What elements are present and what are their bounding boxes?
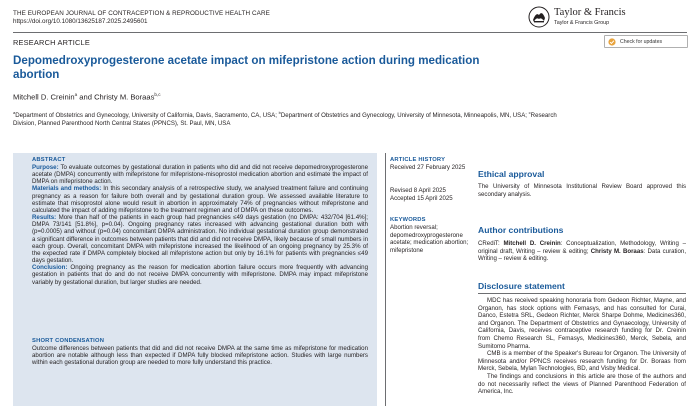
publisher-group: Taylor & Francis Group xyxy=(554,20,610,26)
check-updates-label: Check for updates xyxy=(620,38,663,45)
purpose-text: To evaluate outcomes by gestational duration in patients who did and did not receive depomedroxyprogesterone acetate (DMPA) concurrently with mifepristone for mifepristone-misoprostol medication abortion and estimate the impact of DMPA on mifepristone action. xyxy=(32,164,368,186)
author-boraas[interactable]: Christy M. Boraas xyxy=(94,92,155,102)
disclosure-p3: The findings and conclusions in this article are those of the authors and do not necessarily reflect the views of Planned Parenthood Federation of America, Inc. xyxy=(478,372,686,396)
conclusion-text: Ongoing pregnancy as the reason for medication abortion failure occurs more frequently with advancing gestation in patients that do and do not receive DMPA concurrently with mifepristone. DMPA may impact mifepristone variably by gestational duration, but larger studies are needed. xyxy=(32,264,368,286)
publisher-name: Taylor & Francis xyxy=(554,7,626,18)
disclosure-p1: MDC has received speaking honoraria from Gedeon Richter, Mayne, and Organon, has stock options with Femasys, and has consulted for Curai, Danco, Estetra SRL, Gedeon Richter, Merck Sharpe Dohme, Medicines360, and Organon. The Department of Obstetrics and Gynaecology, University of California, Davis, receives contraceptive research funding for Dr. Creinin from Chemo Research SL, Femasys, Medicines360, Merck, Sebela, and Sumitomo Pharma. xyxy=(478,297,686,350)
conclusion-label: Conclusion: xyxy=(32,264,68,272)
article-title: Depomedroxyprogesterone acetate impact on mifepristone action during medication abortion xyxy=(13,54,480,81)
contrib-boraas-name: Christy M. Boraas xyxy=(590,247,644,255)
article-type-label: RESEARCH ARTICLE xyxy=(13,38,90,47)
abstract-body xyxy=(32,164,368,286)
purpose-label: Purpose: xyxy=(32,164,59,171)
disclosure-divider xyxy=(478,293,686,294)
methods-label: Materials and methods: xyxy=(32,185,102,193)
results-label: Results: xyxy=(32,214,57,222)
author-list xyxy=(13,92,161,102)
short-condensation-text: Outcome differences between patients that did and did not receive DMPA at the same time as mifepristone for medication abortion are notable although less than expected if DMPA fully blocked mifepristone action. Studies with large numbers within each gestational duration group are needed to more fully understand this practice. xyxy=(32,345,368,367)
ethical-approval-heading: Ethical approval xyxy=(478,169,545,179)
affil-a: Department of Obstetrics and Gynecology, University of California, Davis, Sacramento, CA, USA; xyxy=(15,112,279,120)
revised-date: Revised 8 April 2025 xyxy=(390,187,446,194)
author-boraas-affil: b,c xyxy=(154,92,161,97)
short-condensation-heading: SHORT CONDENSATION xyxy=(32,338,105,344)
methods-text: In this secondary analysis of a retrospective study, we analysed treatment failure and continuing pregnancy as a reason for failure both overall and by gestational duration group. We assessed available literature to estimate that misoprostol alone would result in abortion in approximately 74% of pregnancies without mifepristone and calculated the impact of adding mifepristone to the treatment regimen and of DMPA on these outcomes. xyxy=(32,185,368,214)
author-creinin[interactable]: Mitchell D. Creinin xyxy=(13,92,75,102)
contrib-creinin-name: Mitchell D. Creinin xyxy=(503,240,561,247)
affil-c: Research Division, Planned Parenthood North Central States (PPNCS), St. Paul, MN, USA xyxy=(13,112,557,127)
keywords-heading: KEYWORDS xyxy=(390,217,426,223)
author-separator: and xyxy=(77,92,95,102)
disclosure-text xyxy=(478,297,686,396)
doi-link[interactable]: https://doi.org/10.1080/13625187.2025.2495601 xyxy=(13,18,148,25)
journal-name: THE EUROPEAN JOURNAL OF CONTRACEPTION & REPRODUCTIVE HEALTH CARE xyxy=(13,10,270,17)
check-updates-button[interactable] xyxy=(604,35,688,48)
results-text: More than half of the patients in each group had pregnancies ≤49 days gestation (no DMPA: 432/704 [61.4%]; DMPA 73/141 [51.8%], p=0.04). Ongoing pregnancy rates increased with advancing gestational duration both with (p=0.0005) and without (p=0.04) concomitant DMPA administration. No individual gestational duration group demonstrated a significant difference in outcomes between patients that did and did not receive DMPA, likely because of small numbers in each group. Overall, concomitant DMPA with mifepristone increased the likelihood of an ongoing pregnancy by 25.3% of the expected rate if DMPA completely blocked all mifepristone action but only by 16.1% for patients with pregnancies ≤49 days gestation. xyxy=(32,214,368,265)
disclosure-heading: Disclosure statement xyxy=(478,281,565,291)
accepted-date: Accepted 15 April 2025 xyxy=(390,195,453,202)
publisher-logo[interactable] xyxy=(528,6,698,30)
publisher-logo-icon xyxy=(528,6,550,28)
contrib-creinin-roles: : Conceptualization, Methodology, Writing – original draft, Writing – review & editing; xyxy=(478,240,686,255)
abstract-heading: ABSTRACT xyxy=(32,157,66,163)
article-history-heading: ARTICLE HISTORY xyxy=(390,157,446,163)
affil-c-marker: c xyxy=(528,110,531,115)
keywords-list: Abortion reversal; depomedroxyprogesterone acetate; medication abortion; mifepristone xyxy=(390,224,469,254)
sidebar-divider xyxy=(385,153,386,406)
author-contributions-text xyxy=(478,240,686,263)
affiliations xyxy=(13,109,573,128)
received-date: Received 27 February 2025 xyxy=(390,164,466,171)
author-creinin-affil: a xyxy=(74,92,78,97)
check-updates-icon xyxy=(608,38,616,46)
disclosure-p2: CMB is a member of the Speaker's Bureau for Organon. The University of Minnesota and/or PPNCS receives research funding for Dr. Boraas from Merck, Sebela, Mylan Technologies, BD, and Visby Medical. xyxy=(478,350,686,373)
affil-b: Department of Obstetrics and Gynecology, University of Minnesota, Minneapolis, MN, USA; xyxy=(280,112,529,120)
affil-a-marker: a xyxy=(13,110,16,115)
contrib-boraas-roles: : Data curation, Writing – review & editing. xyxy=(478,247,687,263)
affil-b-marker: b xyxy=(278,110,281,115)
author-contributions-heading: Author contributions xyxy=(478,225,564,235)
ethical-approval-text: The University of Minnesota Institutional Review Board approved this secondary analysis. xyxy=(478,183,686,198)
header-divider xyxy=(13,32,687,33)
credit-prefix: CRediT: xyxy=(478,240,504,247)
